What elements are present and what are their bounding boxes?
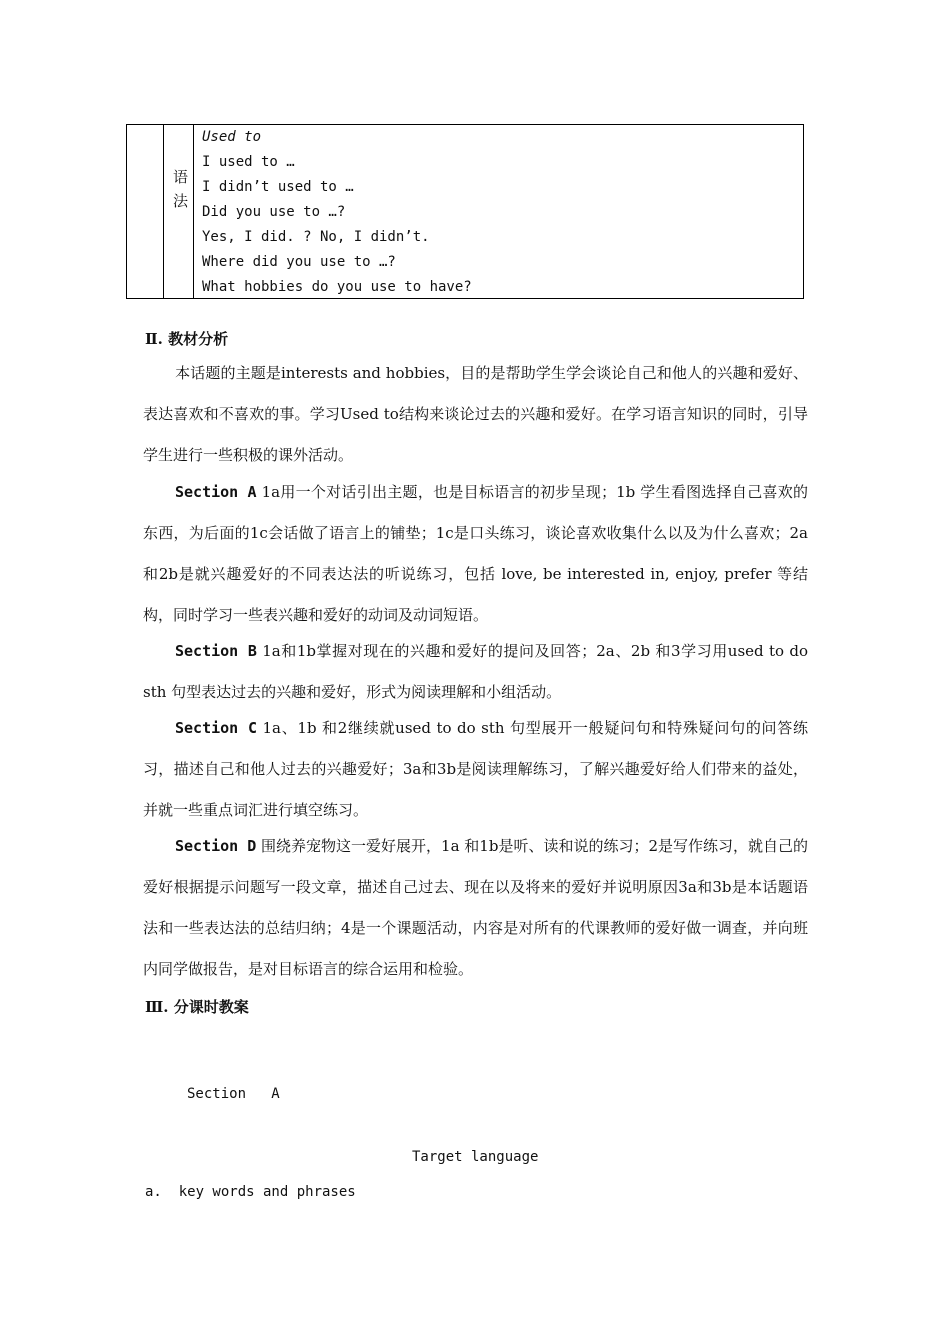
section-d-text: 围绕养宠物这一爱好展开，1a 和1b是听、读和说的练习；2是写作练习，就自己的爱好根据提示问题写一段文章，描述自己过去、现在以及将来的爱好并说明原因3a和3b是本话题语法和一些表达法的总结归纳；4是一个课题活动，内容是对所有的代课教师的爱好做一调查，并向班内同学做报告，是对目标语言的综合运用和检验。 — [143, 837, 808, 978]
section-b-paragraph — [143, 631, 808, 713]
grammar-line: I used to … — [202, 154, 295, 170]
section-a-text: 1a用一个对话引出主题，也是目标语言的初步呈现；1b 学生看图选择自己喜欢的东西，为后面的1c会话做了语言上的铺垫；1c是口头练习，谈论喜欢收集什么以及为什么喜欢；2a和2b是就兴趣爱好的不同表达法的听说练习，包括 love, be interested in, enjoy, prefer 等结构，同时学习一些表兴趣和爱好的动词及动词短语。 — [143, 483, 809, 624]
section-a-paragraph — [143, 472, 808, 636]
grammar-line: I didn’t used to … — [202, 179, 354, 195]
section-c-paragraph — [143, 708, 808, 831]
section-b-label: Section B — [175, 642, 257, 660]
grammar-table — [126, 124, 804, 299]
intro-paragraph — [143, 353, 808, 476]
section-a-label: Section A — [175, 483, 257, 501]
key-words-item: a. key words and phrases — [145, 1184, 356, 1200]
grammar-line: Yes, I did. ? No, I didn’t. — [202, 229, 430, 245]
section-c-text: 1a、1b 和2继续就used to do sth 句型展开一般疑问句和特殊疑问句的问答练习，描述自己和他人过去的兴趣爱好；3a和3b是阅读理解练习，了解兴趣爱好给人们带来的益处，并就一些重点词汇进行填空练习。 — [143, 719, 808, 819]
grammar-lines — [202, 125, 472, 300]
table-empty-column — [127, 125, 164, 298]
section-a-title: Section A — [187, 1086, 280, 1102]
section-3-heading: Ⅲ. 分课时教案 — [145, 998, 249, 1016]
grammar-line: Did you use to …? — [202, 204, 346, 220]
grammar-line: What hobbies do you use to have? — [202, 279, 472, 295]
section-d-paragraph — [143, 826, 808, 990]
target-language-heading: Target language — [412, 1149, 539, 1165]
section-b-text: 1a和1b掌握对现在的兴趣和爱好的提问及回答；2a、2b 和3学习用used to do sth 句型表达过去的兴趣和爱好，形式为阅读理解和小组活动。 — [143, 642, 808, 701]
section-d-label: Section D — [175, 837, 257, 855]
grammar-line: Where did you use to …? — [202, 254, 396, 270]
section-c-label: Section C — [175, 719, 257, 737]
section-2-heading: Ⅱ. 教材分析 — [145, 330, 229, 348]
table-label-grammar: 语法 — [173, 168, 189, 210]
intro-text: 本话题的主题是interests and hobbies，目的是帮助学生学会谈论自己和他人的兴趣和爱好、表达喜欢和不喜欢的事。学习Used to结构来谈论过去的兴趣和爱好。在学习语言知识的同时，引导学生进行一些积极的课外活动。 — [143, 364, 808, 464]
grammar-line-title: Used to — [202, 129, 262, 145]
